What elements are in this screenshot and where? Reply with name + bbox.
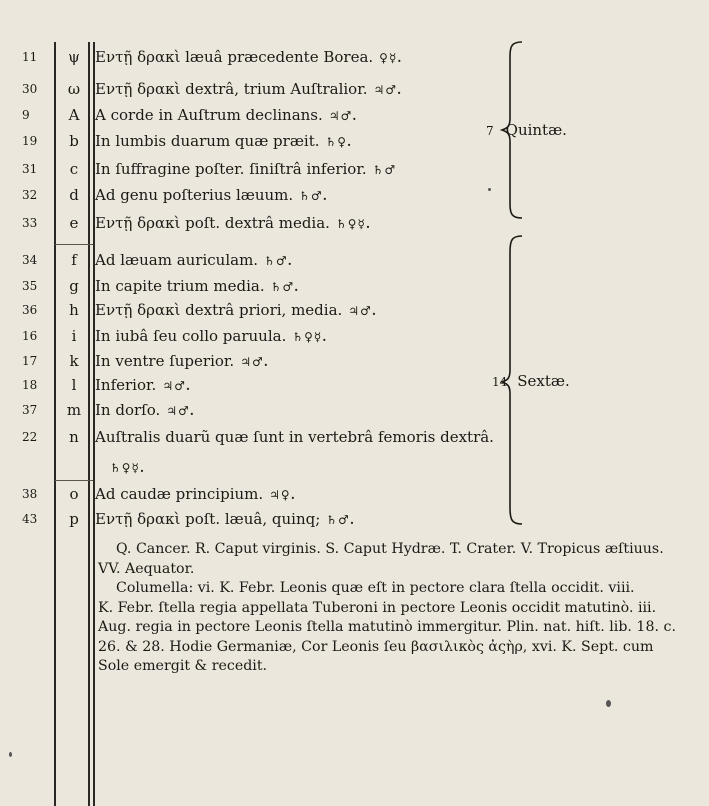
star-number: 36 [22,303,38,317]
star-description: Ad genu poſterius læuum. ♄♂. [95,186,328,204]
star-number: 35 [22,279,38,293]
star-letter: d [69,186,79,204]
star-letter: c [69,160,79,178]
group-label-quintae [486,121,567,139]
star-number: 43 [22,512,38,526]
star-number: 22 [22,430,38,444]
group-label-sextae [492,372,570,390]
group-count: 14 [492,375,508,389]
star-description: Εντῇ δρακὶ dextrâ, trium Auſtralior. ♃♂. [95,80,403,98]
star-number: 31 [22,162,38,176]
planet-symbols: ♄♂. [326,513,355,527]
column-rule-left [54,42,56,806]
commentary-line: Columella: vi. K. Febr. Leonis quæ eſt in pectore clara ſtella occidit. viii. [116,580,635,596]
star-description: In ſuffragine poſter. ſiniſtrâ inferior. ♄♂ [95,160,397,178]
star-description: In lumbis duarum quæ præit. ♄♀. [95,132,353,150]
planet-symbols: ♄♀☿. [292,330,328,344]
star-number: 32 [22,188,38,202]
star-description: A corde in Auſtrum declinans. ♃♂. [95,106,358,124]
star-letter: i [71,327,77,345]
commentary-line: K. Febr. ſtella regia appellata Tuberoni in pectore Leonis occidit matutinò. iii. [98,599,657,616]
planet-symbols: ♄♂. [270,280,300,294]
star-description: Ad læuam auriculam. ♄♂. [95,251,293,269]
star-letter: l [71,376,77,394]
star-number: 19 [22,134,38,148]
planet-symbols: ♃♂. [162,379,192,393]
star-description: In ventre ſuperior. ♃♂. [95,352,269,370]
group-name: Sextæ. [517,372,570,390]
star-letter: ω [67,80,81,98]
star-description: Auſtralis duarũ quæ ſunt in vertebrâ femoris dextrâ. [95,428,494,446]
legend-line: VV. Aequator. [98,560,195,577]
star-number: 16 [22,329,38,343]
star-description: In capite trium media. ♄♂. [95,277,300,295]
planet-symbols: ♃♂. [328,109,358,123]
group-name: Quintæ. [505,121,567,139]
legend-line: Q. Cancer. R. Caput virginis. S. Caput Hydræ. T. Crater. V. Tropicus æſtiuus. [116,541,664,557]
planet-symbols: ♄♀☿. [110,461,146,475]
star-letter: A [68,106,80,124]
planet-symbols: ♄♂. [264,254,293,268]
star-number: 9 [22,108,30,122]
star-description: In iubâ ſeu collo paruula. ♄♀☿. [95,327,328,345]
star-number: 30 [22,82,38,96]
star-description: Εντῇ δρακὶ dextrâ priori, media. ♃♂. [95,301,377,319]
planet-symbols: ♄♂ [372,163,397,177]
star-letter: n [69,428,79,446]
group-count: 7 [486,124,494,138]
star-number: 38 [22,487,38,501]
star-number: 18 [22,378,38,392]
star-letter: e [69,214,79,232]
planet-symbols: ♀☿. [379,51,403,65]
planet-symbols: ♄♂. [299,189,328,203]
star-letter: h [69,301,79,319]
star-letter: k [69,352,79,370]
star-number: 37 [22,403,38,417]
star-letter: b [69,132,79,150]
ink-speck [488,188,491,191]
commentary-line: Sole emergit & recedit. [98,658,268,674]
star-letter: m [66,401,82,419]
commentary-line: Aug. regia in pectore Leonis ſtella matutinò immergitur. Plin. nat. hiſt. lib. 18. c. [98,619,676,635]
star-description: Εντῇ δρακὶ poſt. dextrâ media. ♄♀☿. [95,214,372,232]
planet-symbols: ♃♂. [240,355,269,369]
row-divider [55,480,93,481]
star-number: 17 [22,354,38,368]
planet-symbols: ♄♀. [325,135,353,149]
star-number: 33 [22,216,38,230]
commentary-line: 26. & 28. Hodie Germaniæ, Cor Leonis ſeu βασιλικὸς ἀςὴρ, xvi. K. Sept. cum [98,638,654,655]
star-letter: ψ [68,48,80,66]
planet-symbols: ♄♀☿. [335,217,372,231]
star-letter: f [71,251,77,269]
star-description: Inferior. ♃♂. [95,376,192,394]
commentary [98,540,698,677]
column-rule-middle [88,42,90,806]
star-letter: o [69,485,79,503]
planet-symbols: ♃♂. [348,304,377,318]
star-description [110,455,145,480]
star-description: Ad caudæ principium. ♃♀. [95,485,296,503]
star-description: Εντῇ δρακὶ poſt. læuâ, quinq; ♄♂. [95,510,355,528]
star-number: 34 [22,253,38,267]
ink-speck [9,752,12,757]
planet-symbols: ♃♀. [269,488,296,502]
ink-speck [606,700,611,707]
star-description: In dorſo. ♃♂. [95,401,195,419]
planet-symbols: ♃♂. [373,83,403,97]
row-divider [55,244,93,245]
star-description: Εντῇ δρακὶ læuâ præcedente Borea. ♀☿. [95,48,403,66]
star-letter: g [69,277,79,295]
planet-symbols: ♃♂. [166,404,195,418]
star-letter: p [69,510,79,528]
star-number: 11 [22,50,38,64]
